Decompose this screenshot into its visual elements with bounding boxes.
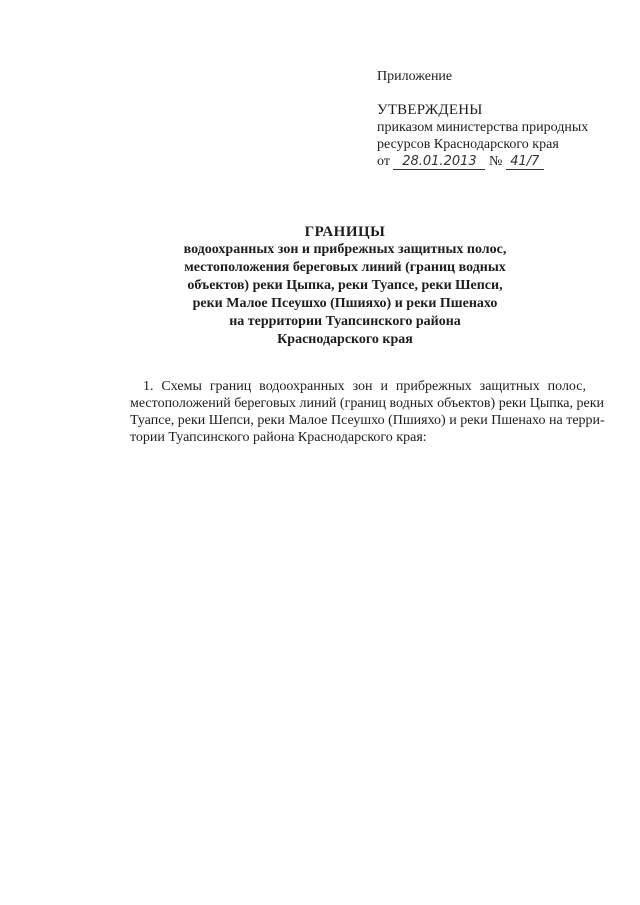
handwritten-date: 28.01.2013 — [393, 155, 485, 170]
approved-label: УТВЕРЖДЕНЫ — [377, 102, 483, 118]
approval-header — [377, 68, 612, 170]
title-line: местоположения береговых линий (границ водных — [184, 260, 506, 275]
document-title: ГРАНИЦЫ — [304, 224, 386, 240]
appendix-label: Приложение — [377, 69, 453, 84]
title-line: на территории Туапсинского района — [229, 314, 461, 329]
order-line-1: приказом министерства природных — [377, 120, 589, 135]
order-date-number-line — [377, 153, 612, 170]
title-line: объектов) реки Цыпка, реки Туапсе, реки Шепси, — [187, 278, 503, 293]
handwritten-number: 41/7 — [506, 155, 544, 170]
document-title-block — [150, 223, 540, 349]
body-paragraph — [130, 378, 605, 446]
title-line: Краснодарского края — [277, 332, 413, 347]
order-line-2: ресурсов Краснодарского края — [377, 137, 559, 152]
paragraph-line: 1. Схемы границ водоохранных зон и прибрежных защитных полос, — [143, 379, 586, 394]
number-label: № — [488, 154, 503, 169]
paragraph-line: местоположений береговых линий (границ водных объектов) реки Цыпка, реки — [130, 396, 605, 411]
title-line: водоохранных зон и прибрежных защитных полос, — [183, 242, 507, 257]
from-label: от — [377, 154, 390, 169]
paragraph-line: тории Туапсинского района Краснодарского края: — [130, 430, 427, 445]
paragraph-line: Туапсе, реки Шепси, реки Малое Псеушхо (Пшияхо) и реки Пшенахо на терри- — [130, 413, 605, 428]
title-line: реки Малое Псеушхо (Пшияхо) и реки Пшенахо — [192, 296, 498, 311]
